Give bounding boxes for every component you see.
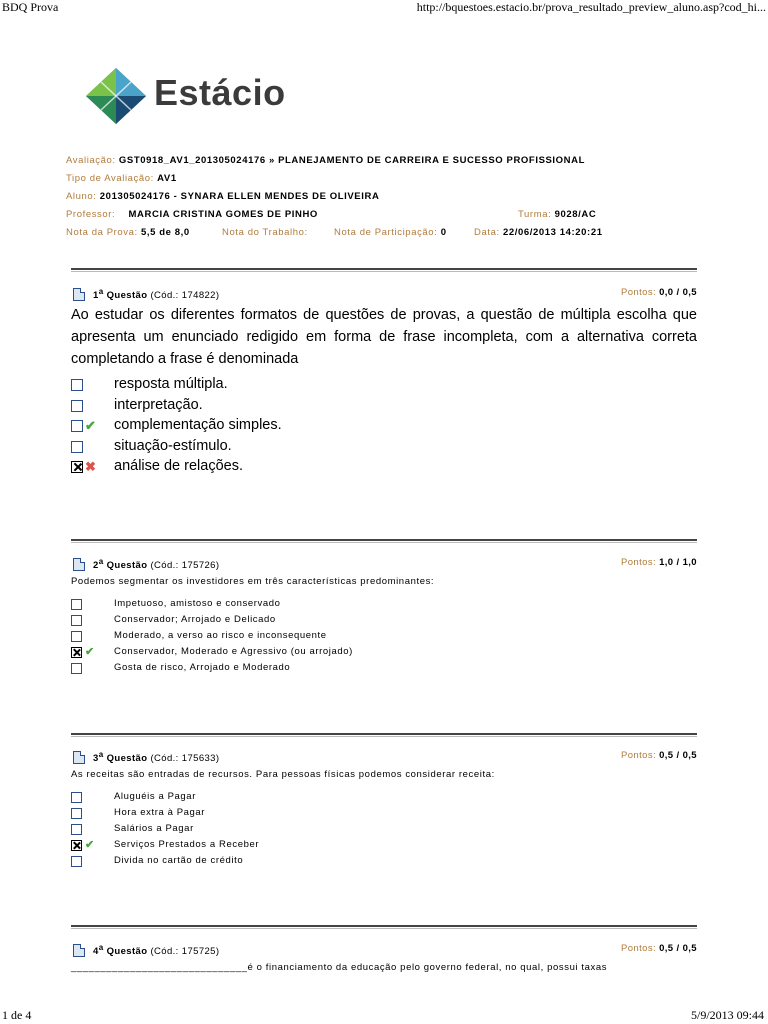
question-2: [71, 556, 697, 677]
professor-label: Professor:: [66, 209, 116, 220]
data-row: [474, 227, 603, 238]
question-3: [71, 749, 697, 870]
document-icon: [73, 558, 85, 571]
checkbox[interactable]: [71, 379, 83, 391]
option: situação-estímulo.: [71, 438, 697, 459]
options-list: [71, 376, 697, 479]
question-1: [71, 286, 697, 479]
print-title: BDQ Prova: [2, 0, 59, 14]
tipo-label: Tipo de Avaliação:: [66, 173, 154, 184]
options-list: [71, 597, 697, 677]
question-code: (Cód.: 175725): [150, 946, 220, 958]
logo-wordmark: Estácio: [154, 72, 286, 113]
document-icon: [73, 944, 85, 957]
separator: [71, 539, 697, 541]
option: Hora extra à Pagar: [71, 806, 697, 822]
options-list: [71, 790, 697, 870]
checkbox[interactable]: [71, 420, 83, 432]
correct-check-icon: ✔: [85, 839, 95, 851]
checkbox[interactable]: [71, 615, 82, 626]
option: resposta múltipla.: [71, 376, 697, 397]
checkbox[interactable]: [71, 808, 82, 819]
nota-participacao-row: [334, 227, 447, 238]
checkbox-checked[interactable]: [71, 840, 82, 851]
option: Salários a Pagar: [71, 822, 697, 838]
tipo-row: [66, 173, 177, 184]
data-value: 22/06/2013 14:20:21: [502, 227, 603, 238]
question-code: (Cód.: 175726): [150, 560, 220, 572]
page-number: 1 de 4: [2, 1008, 32, 1022]
question-number: 3$^a$ Questão (Cód.: 175633): [93, 750, 220, 765]
option: ✖ análise de relações.: [71, 458, 697, 479]
question-points: Pontos: 0,5 / 0,5: [621, 943, 697, 954]
checkbox-checked[interactable]: [71, 461, 83, 473]
separator: [71, 733, 697, 735]
avaliacao-label: Avaliação:: [66, 155, 116, 166]
wrong-cross-icon: ✖: [85, 459, 96, 474]
option: Divida no cartão de crédito: [71, 854, 697, 870]
checkbox[interactable]: [71, 599, 82, 610]
option: ✔ Serviços Prestados a Receber: [71, 838, 697, 854]
document-icon: [73, 288, 85, 301]
print-datetime: 5/9/2013 09:44: [690, 1008, 764, 1022]
question-header: [71, 749, 697, 765]
avaliacao-row: [66, 155, 585, 166]
checkbox[interactable]: [71, 856, 82, 867]
turma-row: [518, 209, 596, 220]
option: ✔ Conservador, Moderado e Agressivo (ou arrojado): [71, 645, 697, 661]
nota-prova-value: 5,5 de 8,0: [141, 227, 190, 238]
nota-prova-row: [66, 227, 190, 238]
nota-prova-label: Nota da Prova:: [66, 227, 138, 238]
checkbox[interactable]: [71, 441, 83, 453]
question-points: Pontos: 0,5 / 0,5: [621, 750, 697, 761]
turma-value: 9028/AC: [554, 209, 597, 220]
print-url: http://bquestoes.estacio.br/prova_resultado_preview_aluno.asp?cod_hi...: [416, 0, 766, 14]
tipo-value: AV1: [157, 173, 177, 184]
question-header: [71, 556, 697, 572]
checkbox[interactable]: [71, 663, 82, 674]
aluno-row: [66, 191, 379, 202]
question-number: 4$^a$ Questão (Cód.: 175725): [93, 943, 220, 958]
question-4: [71, 942, 697, 973]
question-text: Podemos segmentar os investidores em três características predominantes:: [71, 576, 435, 587]
nota-participacao-label: Nota de Participação:: [334, 227, 438, 238]
question-text: ______________________________é o financiamento da educação pelo governo federal, no qual, possui taxas: [71, 962, 608, 973]
question-text: As receitas são entradas de recursos. Para pessoas físicas podemos considerar receita:: [71, 769, 495, 780]
question-points: Pontos: 0,0 / 0,5: [621, 287, 697, 298]
option: Conservador; Arrojado e Delicado: [71, 613, 697, 629]
separator: [71, 925, 697, 927]
nota-trabalho-row: [222, 227, 308, 238]
aluno-value: 201305024176 - SYNARA ELLEN MENDES DE OLIVEIRA: [99, 191, 380, 202]
aluno-label: Aluno:: [66, 191, 97, 202]
document-icon: [73, 751, 85, 764]
option: Impetuoso, amistoso e conservado: [71, 597, 697, 613]
checkbox[interactable]: [71, 824, 82, 835]
option: Gosta de risco, Arrojado e Moderado: [71, 661, 697, 677]
separator: [71, 268, 697, 270]
option: Moderado, a verso ao risco e inconsequente: [71, 629, 697, 645]
checkbox[interactable]: [71, 792, 82, 803]
question-points: Pontos: 1,0 / 1,0: [621, 557, 697, 568]
print-footer: [0, 1008, 768, 1024]
option: interpretação.: [71, 397, 697, 418]
checkbox[interactable]: [71, 400, 83, 412]
question-code: (Cód.: 175633): [150, 753, 220, 765]
question-header: [71, 942, 697, 958]
professor-row: [66, 209, 318, 220]
question-text: Ao estudar os diferentes formatos de questões de provas, a questão de múltipla escolha que apresenta um enunciado redigido em forma de frase incompleta, com a alternativa correta completando a frase é denominada: [71, 307, 697, 367]
question-header: [71, 286, 697, 302]
estacio-logo: [84, 66, 304, 126]
option: ✔ complementação simples.: [71, 417, 697, 438]
checkbox[interactable]: [71, 631, 82, 642]
question-code: (Cód.: 174822): [150, 290, 220, 302]
print-header: [0, 0, 768, 16]
question-number: 2$^a$ Questão (Cód.: 175726): [93, 557, 220, 572]
avaliacao-value: GST0918_AV1_201305024176 » PLANEJAMENTO DE CARREIRA E SUCESSO PROFISSIONAL: [118, 155, 585, 166]
data-label: Data:: [474, 227, 500, 238]
option: Aluguéis a Pagar: [71, 790, 697, 806]
checkbox-checked[interactable]: [71, 647, 82, 658]
turma-label: Turma:: [518, 209, 552, 220]
nota-participacao-value: 0: [440, 227, 447, 238]
correct-check-icon: ✔: [85, 418, 96, 433]
correct-check-icon: ✔: [85, 646, 95, 658]
professor-value: MARCIA CRISTINA GOMES DE PINHO: [128, 209, 318, 220]
nota-trabalho-label: Nota do Trabalho:: [222, 227, 308, 238]
estacio-diamond-icon: [84, 66, 148, 126]
question-number: 1$^a$ Questão (Cód.: 174822): [93, 287, 220, 302]
